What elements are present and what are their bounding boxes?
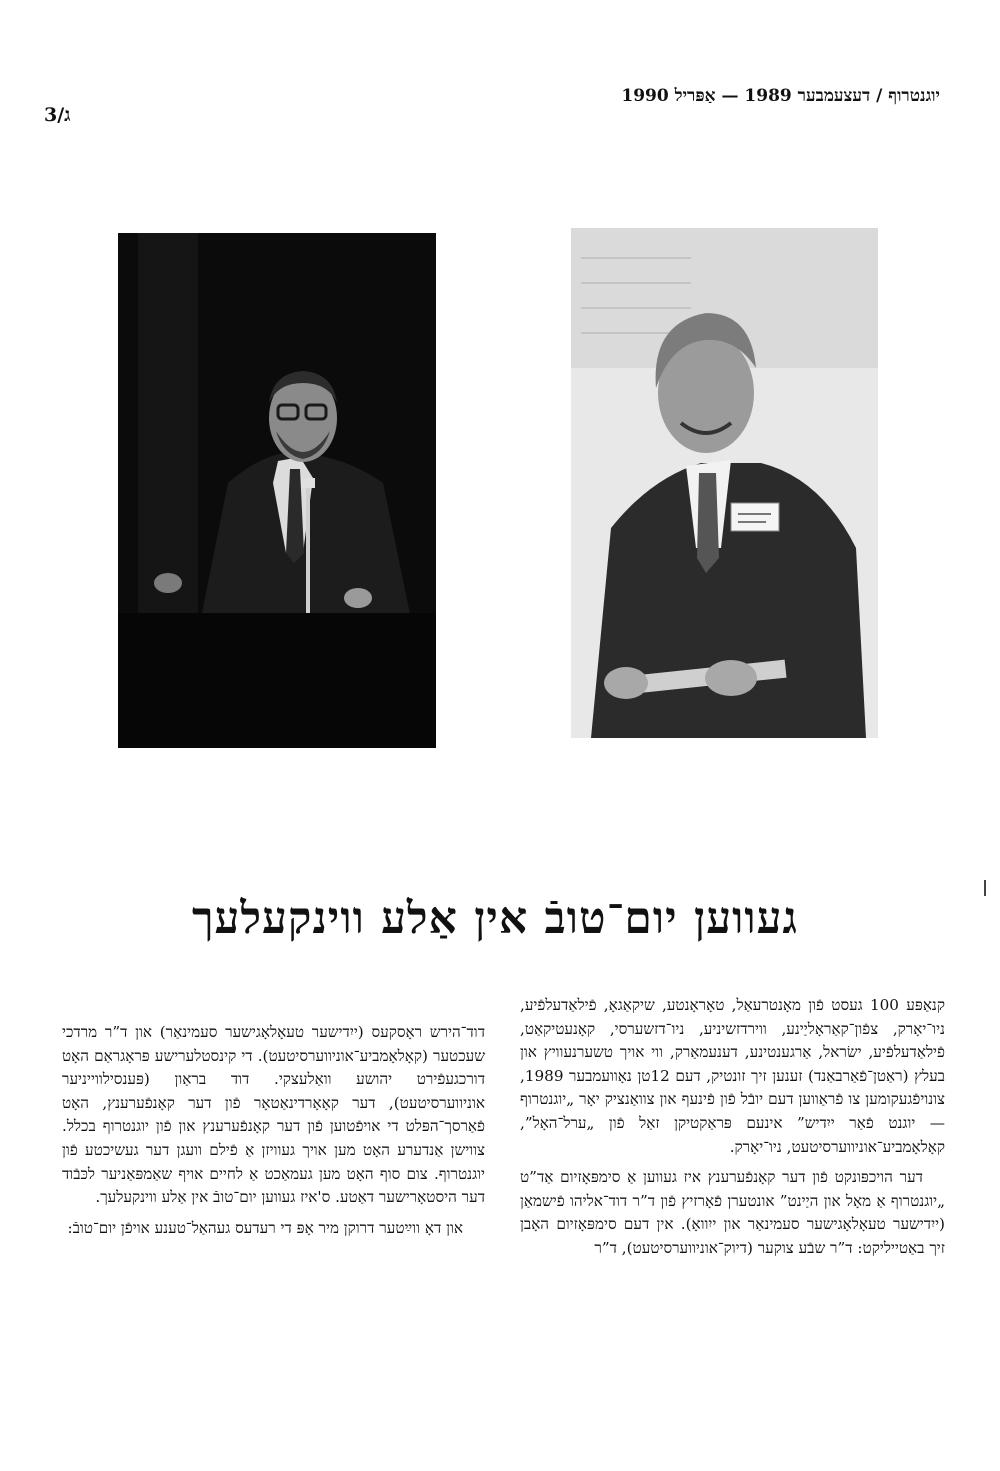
article-column-left [62, 1021, 485, 1247]
photo-speaker-at-microphone [118, 233, 436, 748]
article-column-right [520, 994, 945, 1268]
running-head: יוגנטרוף / דעצעמבער 1989 — אַפּריל 1990 [621, 86, 940, 106]
paragraph: דוד־הירש ראָסקעס (ייִדישער טעאָלאָגישער סעמינאַר) און ד”ר מרדכי שעכטער (קאָלאָמביע־אוניווערסיטעט). די קינסטלערישע פּראָגראַם האָט דורכגעפֿירט יהושע וואַלעצקי. דוד בראַון (פּענסילווייניער אוניווערסיטעט), דער קאָאָרדינאַטאָר פֿון דער קאָנפֿערענץ, האָט פֿאַרסך־הפּלט די אויפֿטוען פֿון דער קאָנפֿערענץ און פֿון יוגנטרוף בכלל. צווישן אַנדערע האָט מען אויך געוויזן אַ פֿילם וועגן דער געשיכטע פֿון יוגנטרוף. צום סוף האָט מען געמאַכט אַ לחיים אויף שאַמפּאַניער לכּבֿוד דער היסטאָרישער דאַטע. ס'איז געווען יום־טובֿ אין אַלע ווינקעלעך. [62, 1023, 485, 1207]
page-number: ג/3 [44, 104, 71, 126]
paragraph: דער הויכפּונקט פֿון דער קאָנפֿערענץ איז געווען אַ סימפּאָזיום אַד”ט „יוגנטרוף אַ מאָל און היַינט” אונטערן פֿאָרזיץ פֿון ד”ר דוד־אליהו פֿישמאַן (ייִדישער טעאָלאָגישער סעמינאַר און ייִוואָ). אין דעם סימפּאָזיום האָבן זיך באַטייליקט: ד”ר שבֿע צוקער (דיוק־אוניווערסיטעט), ד”ר [520, 1168, 945, 1257]
article-headline: געווען יום־טובֿ אין אַלע ווינקעלעך [191, 893, 799, 944]
man-speaking-icon [571, 228, 878, 738]
paragraph: קנאַפּע 100 געסט פֿון מאָנטרעאַל, טאָראָנטע, שיקאַגאָ, פֿילאַדעלפֿיע, ניו־יאָרק, צפֿון־קאַראָליַינע, ווירדזשיניע, ניו־דזשערסי, קאָנעטיקאַט, פֿילאַדעלפֿיע, ישׂראל, אַרגענטינע, דענעמאַרק, ווי אויך טשערנעוויץ און בעלץ (ראַטן־פֿאַרבאַנד) זענען זיך זונטיק, דעם 12טן נאָוועמבער 1989, צונויפֿגעקומען צו פֿראַווען דעם יובֿל פֿון פֿינעף און צוואַנציק יאָר „יוגנטרוף — יוגנט פֿאַר ייִדיש” אינעם פּראַקטיקן זאַל פֿון „ערל־האָל”, קאָלאָמביע־אוניווערסיטעט, ניו־יאָרק. [520, 996, 945, 1156]
margin-mark [984, 880, 986, 896]
paragraph: און דאָ ווײַטער דרוקן מיר אָפּ די רעדעס געהאַל־טענע אויפֿן יום־טובֿ: [67, 1218, 463, 1237]
man-at-microphone-icon [118, 233, 436, 748]
photo-man-speaking [571, 228, 878, 738]
